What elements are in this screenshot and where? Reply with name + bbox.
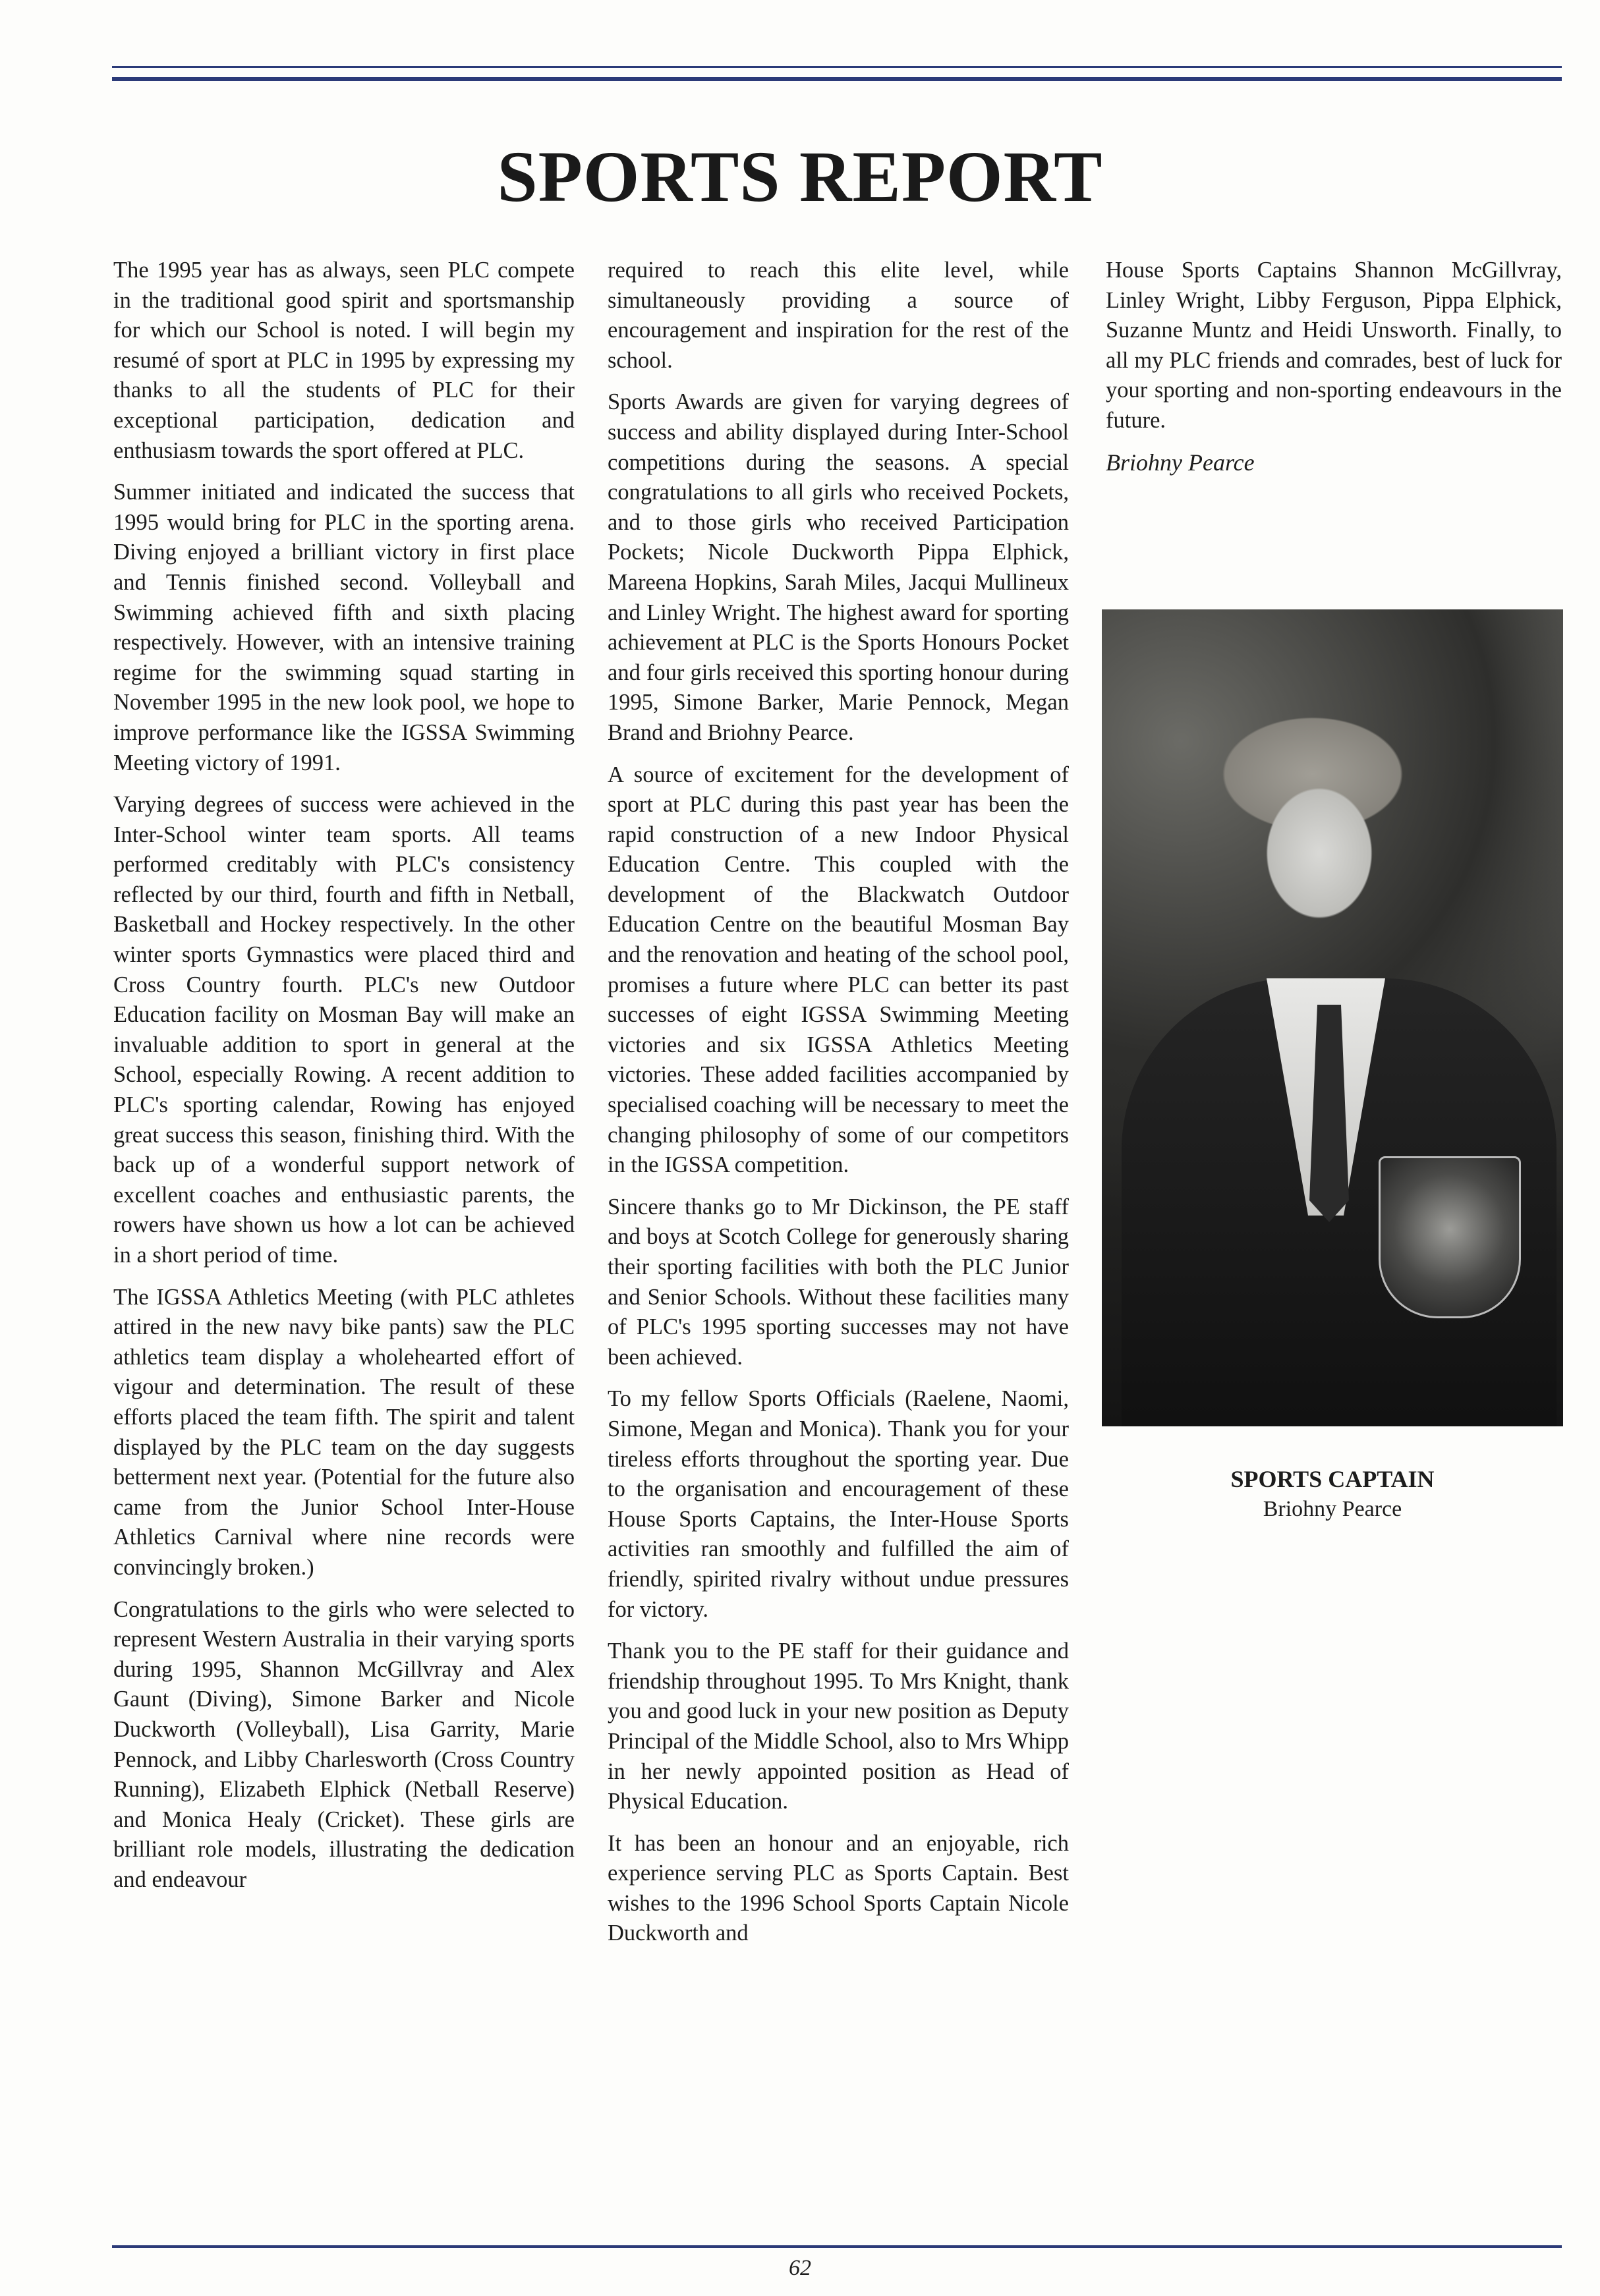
paragraph: A source of excitement for the development of sport at PLC during this past year has been the rapid construction of a new Indoor Physical Education Centre. This coupled with the development of the Blackwatch Outdoor Education Centre on the beautiful Mosman Bay and the renovation and heating of the school pool, promises a future where PLC can better its past successes of eight IGSSA Swimming Meeting victories and six IGSSA Athletics Meeting victories. These added facilities accompanied by specialised coaching will be necessary to meet the changing philosophy of some of our competitors in the IGSSA competition. [608, 762, 1069, 1178]
paragraph: Sincere thanks go to Mr Dickinson, the PE staff and boys at Scotch College for generously sharing their sporting facilities with both the PLC Junior and Senior Schools. Without these facilities many of PLC's 1995 sporting successes may not have been achieved. [608, 1194, 1069, 1370]
paragraph: To my fellow Sports Officials (Raelene, Naomi, Simone, Megan and Monica). Thank you for your tireless efforts throughout the sporting year. Due to the organisation and encouragement of these House Sports Captains, the Inter-House Sports activities ran smoothly and fulfilled the aim of friendly, spirited rivalry without undue pressures for victory. [608, 1386, 1069, 1622]
paragraph: Congratulations to the girls who were selected to represent Western Australia in their varying sports during 1995, Shannon McGillvray and Alex Gaunt (Diving), Simone Barker and Nicole Duckworth (Volleyball), Lisa Garrity, Marie Pennock, and Libby Charlesworth (Cross Country Running), Elizabeth Elphick (Netball Reserve) and Monica Healy (Cricket). These girls are brilliant role models, illustrating the dedication and endeavour [113, 1596, 575, 1892]
column-3 [1106, 256, 1562, 478]
photo-caption [1102, 1464, 1563, 1525]
caption-title: SPORTS CAPTAIN [1230, 1466, 1435, 1492]
sports-captain-photo [1102, 609, 1563, 1426]
paragraph: Summer initiated and indicated the success that 1995 would bring for PLC in the sporting arena. Diving enjoyed a brilliant victory in first place and Tennis finished second. Volleyball and Swimming achieved fifth and sixth placing respectively. However, with an intensive training regime for the swimming squad starting in November 1995 in the new look pool, we hope to improve performance like the IGSSA Swimming Meeting victory of 1991. [113, 480, 575, 775]
paragraph: Varying degrees of success were achieved in the Inter-School winter team sports. All teams performed creditably with PLC's consistency reflected by our third, fourth and fifth in Netball, Basketball and Hockey respectively. In the other winter sports Gymnastics were placed third and Cross Country fourth. PLC's new Outdoor Education facility on Mosman Bay will make an invaluable addition to sport in general at the School, especially Rowing. A recent addition to PLC's sporting calendar, Rowing has enjoyed great success this season, finishing third. With the back up of a wonderful support network of excellent coaches and enthusiastic parents, the rowers have shown us how a lot can be achieved in a short period of time. [113, 792, 575, 1268]
paragraph: The IGSSA Athletics Meeting (with PLC athletes attired in the new navy bike pants) saw the PLC athletics team display a wholehearted effort of vigour and determination. The result of these efforts placed the team fifth. The spirit and talent displayed by the PLC team on the day suggests betterment next year. (Potential for the future also came from the Junior School Inter-House Athletics Carnival where nine records were convincingly broken.) [113, 1284, 575, 1580]
page-number: 62 [789, 2256, 811, 2280]
author-signature: Briohny Pearce [1106, 449, 1255, 476]
paragraph: required to reach this elite level, while simultaneously providing a source of encouragement and inspiration for the rest of the school. [608, 258, 1069, 373]
top-rule [112, 66, 1562, 81]
paragraph: The 1995 year has as always, seen PLC compete in the traditional good spirit and sportsmanship for which our School is noted. I will begin my resumé of sport at PLC in 1995 by expressing my thanks to all the students of PLC for their exceptional participation, dedication and enthusiasm towards the sport offered at PLC. [113, 258, 575, 463]
bottom-rule [112, 2245, 1562, 2248]
paragraph: Sports Awards are given for varying degrees of success and ability displayed during Inter-School competitions during the seasons. A special congratulations to all girls who received Pockets, and to those girls who received Participation Pockets; Nicole Duckworth Pippa Elphick, Mareena Hopkins, Sarah Miles, Jacqui Mullineux and Linley Wright. The highest award for sporting achievement at PLC is the Sports Honours Pocket and four girls received this sporting honour during 1995, Simone Barker, Marie Pennock, Megan Brand and Briohny Pearce. [608, 389, 1069, 745]
photo-pocket-badge [1379, 1156, 1521, 1318]
column-2 [608, 256, 1069, 1961]
paragraph: It has been an honour and an enjoyable, rich experience serving PLC as Sports Captain. Best wishes to the 1996 School Sports Captain Nicole Duckworth and [608, 1830, 1069, 1946]
column-1 [113, 256, 575, 1907]
paragraph: House Sports Captains Shannon McGillvray, Linley Wright, Libby Ferguson, Pippa Elphick, Suzanne Muntz and Heidi Unsworth. Finally, to all my PLC friends and comrades, best of luck for your sporting and non-sporting endeavours in the future. [1106, 258, 1562, 433]
paragraph: Thank you to the PE staff for their guidance and friendship throughout 1995. To Mrs Knight, thank you and good luck in your new position as Deputy Principal of the Middle School, also to Mrs Whipp in her newly appointed position as Head of Physical Education. [608, 1638, 1069, 1814]
caption-name: Briohny Pearce [1263, 1497, 1402, 1521]
page-title: SPORTS REPORT [497, 136, 1103, 217]
